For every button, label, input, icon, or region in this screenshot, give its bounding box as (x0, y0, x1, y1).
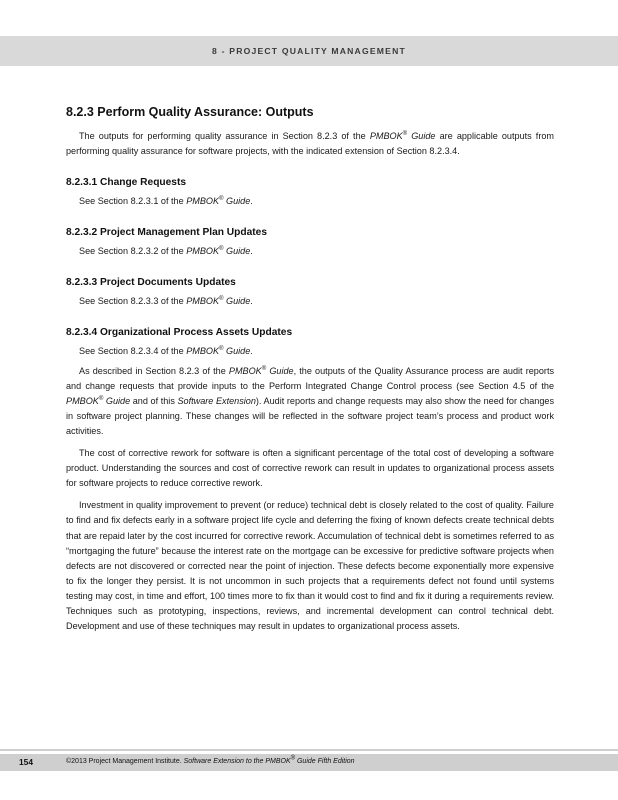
footer-rule (0, 749, 618, 751)
intro-paragraph: The outputs for performing quality assurance in Section 8.2.3 of the PMBOK® Guide are applicable outputs from performing quality assurance for software projects, with the indicated extension of Section 8.2.3.4. (66, 130, 554, 157)
subsection-title-documents-updates: 8.2.3.3 Project Documents Updates (66, 277, 236, 289)
page-number: 154 (19, 757, 33, 767)
subsection-reference: See Section 8.2.3.2 of the PMBOK® Guide. (79, 246, 253, 257)
body-paragraph-audit-reports: As described in Section 8.2.3 of the PMBOK® Guide, the outputs of the Quality Assurance process are audit reports and change requests that provide inputs to the Perform Integrated Change Control process (see Section 4.5 of the PMBOK® Guide and of this Software Extension). Audit reports and change requests may also show the need for changes in software project planning. These changes will be reflected in the software project team’s process and product work activities. (66, 365, 555, 436)
subsection-reference: See Section 8.2.3.1 of the PMBOK® Guide. (79, 196, 253, 207)
page-content (66, 105, 554, 641)
subsection-reference: See Section 8.2.3.4 of the PMBOK® Guide. (79, 346, 253, 357)
subsection-title-change-requests: 8.2.3.1 Change Requests (66, 177, 187, 189)
body-paragraph-technical-debt: Investment in quality improvement to prevent (or reduce) technical debt is closely related to the cost of quality. Failure to find and fix defects early in a software project life cycle and deferring the fixing of known defects create technical debts that are repaid later by the cost incurred for corrective rework. Accumulation of technical debt is sometimes referred to as “mortgaging the future” because the interest rate on the mortgage can be excessive for predictive software projects when defects are not discovered or corrected near the point of injection. These defects become exponentially more expensive to fix the longer they persist. It is not uncommon in such projects that a requirements defect not found until systems testing may cost, in time and effort, 100 times more to fix than it would cost to find and fix it during a requirements review. Techniques such as prototyping, inspections, reviews, and incremental development can control technical debt. Development and use of these techniques may result in updates to organizational process assets. (66, 500, 554, 632)
section-title: 8.2.3 Perform Quality Assurance: Outputs (66, 105, 314, 119)
subsection-title-opa-updates: 8.2.3.4 Organizational Process Assets Updates (66, 327, 293, 339)
subsection-title-plan-updates: 8.2.3.2 Project Management Plan Updates (66, 227, 267, 239)
footer-copyright: ©2013 Project Management Institute. Software Extension to the PMBOK® Guide Fifth Edition (66, 755, 355, 765)
running-head: 8 - PROJECT QUALITY MANAGEMENT (212, 46, 406, 56)
subsection-reference: See Section 8.2.3.3 of the PMBOK® Guide. (79, 296, 253, 307)
body-paragraph-rework-cost: The cost of corrective rework for software is often a significant percentage of the total cost of developing a software product. Understanding the sources and cost of corrective rework can result in updates to organizational process assets for software projects to reduce corrective rework. (66, 448, 554, 489)
